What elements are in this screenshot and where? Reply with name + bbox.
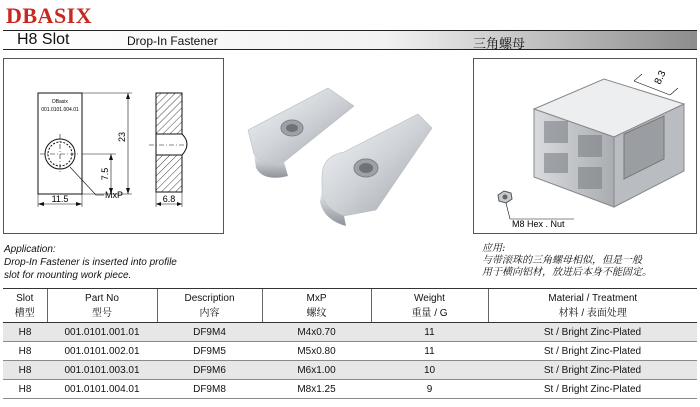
- cell-description: DF9M8: [193, 383, 226, 395]
- nut-image-2: [320, 114, 432, 226]
- application-cn: [482, 243, 652, 279]
- spec-table: [3, 288, 697, 399]
- dim-depth: 6.8: [162, 194, 176, 204]
- col-header-mxp: MxP 螺纹: [262, 289, 371, 323]
- cell-material: St / Bright Zinc-Plated: [543, 345, 642, 357]
- cell-part-no: 001.0101.004.01: [64, 383, 140, 395]
- application-en-line2: slot for mounting work piece.: [4, 270, 132, 281]
- cell-mxp: M8x1.25: [297, 383, 336, 395]
- cell-part-no: 001.0101.001.01: [64, 326, 140, 338]
- product-name-en: Drop-In Fastener: [127, 34, 218, 48]
- col-header-description: Description 内容: [157, 289, 262, 323]
- cell-material: St / Bright Zinc-Plated: [543, 364, 642, 376]
- col-header-slot: Slot 槽型: [3, 289, 47, 323]
- cell-part-no: 001.0101.003.01: [64, 364, 140, 376]
- application-en-line1: Drop-In Fastener is inserted into profile: [4, 257, 177, 268]
- dim-width: 11.5: [51, 194, 69, 204]
- technical-drawing: [4, 59, 223, 233]
- cell-weight: 11: [424, 345, 435, 357]
- dim-thread: MxP: [105, 190, 123, 200]
- cell-weight: 9: [426, 383, 433, 395]
- cell-material: St / Bright Zinc-Plated: [543, 383, 642, 395]
- product-photo: [226, 58, 462, 232]
- cell-slot: H8: [18, 345, 32, 357]
- cell-weight: 11: [424, 326, 435, 338]
- hex-nut-label: M8 Hex . Nut: [512, 219, 565, 229]
- aluminum-profile: [534, 79, 684, 207]
- cell-weight: 10: [423, 364, 436, 376]
- table-row: [3, 323, 697, 342]
- cell-description: DF9M4: [193, 326, 226, 338]
- cell-mxp: M5x0.80: [297, 345, 336, 357]
- technical-drawing-panel: [3, 58, 224, 234]
- nut-label-2: 001.0101.004.01: [41, 107, 79, 113]
- cell-slot: H8: [18, 383, 32, 395]
- table-row: [3, 342, 697, 361]
- col-header-part-no: Part No 型号: [47, 289, 157, 323]
- title-bar: [3, 30, 697, 50]
- cell-slot: H8: [18, 326, 32, 338]
- col-header-material: Material / Treatment 材料 / 表面处理: [488, 289, 697, 323]
- application-en-title: Application:: [4, 244, 56, 255]
- product-name-cn: 三角螺母: [473, 36, 526, 51]
- brand-logo: DBASIX: [6, 3, 93, 28]
- dim-hole: 7.5: [100, 167, 110, 181]
- cell-mxp: M6x1.00: [297, 364, 336, 376]
- cell-material: St / Bright Zinc-Plated: [543, 326, 642, 338]
- cell-mxp: M4x0.70: [297, 326, 336, 338]
- table-row: [3, 361, 697, 380]
- slot-title: H8 Slot: [17, 31, 70, 48]
- application-en: [4, 243, 177, 282]
- application-cn-line1: 与带滚珠的三角螺母相似，但是一般: [482, 255, 642, 266]
- table-header-row: [3, 289, 697, 323]
- cell-description: DF9M5: [193, 345, 226, 357]
- cell-description: DF9M6: [193, 364, 226, 376]
- application-cn-line2: 用于横向铝材，放进后本身不能固定。: [482, 267, 652, 278]
- col-header-weight: Weight 重量 / G: [371, 289, 488, 323]
- table-row: [3, 380, 697, 399]
- cell-part-no: 001.0101.002.01: [64, 345, 140, 357]
- isometric-view: [474, 59, 696, 233]
- slot-dimension: 8.3: [652, 69, 669, 87]
- isometric-view-panel: [473, 58, 697, 234]
- nut-label-1: DBasix: [52, 99, 68, 105]
- product-photo-panel: [226, 58, 462, 232]
- application-cn-title: 应用:: [482, 243, 506, 254]
- cell-slot: H8: [18, 364, 32, 376]
- dim-height: 23: [117, 131, 127, 143]
